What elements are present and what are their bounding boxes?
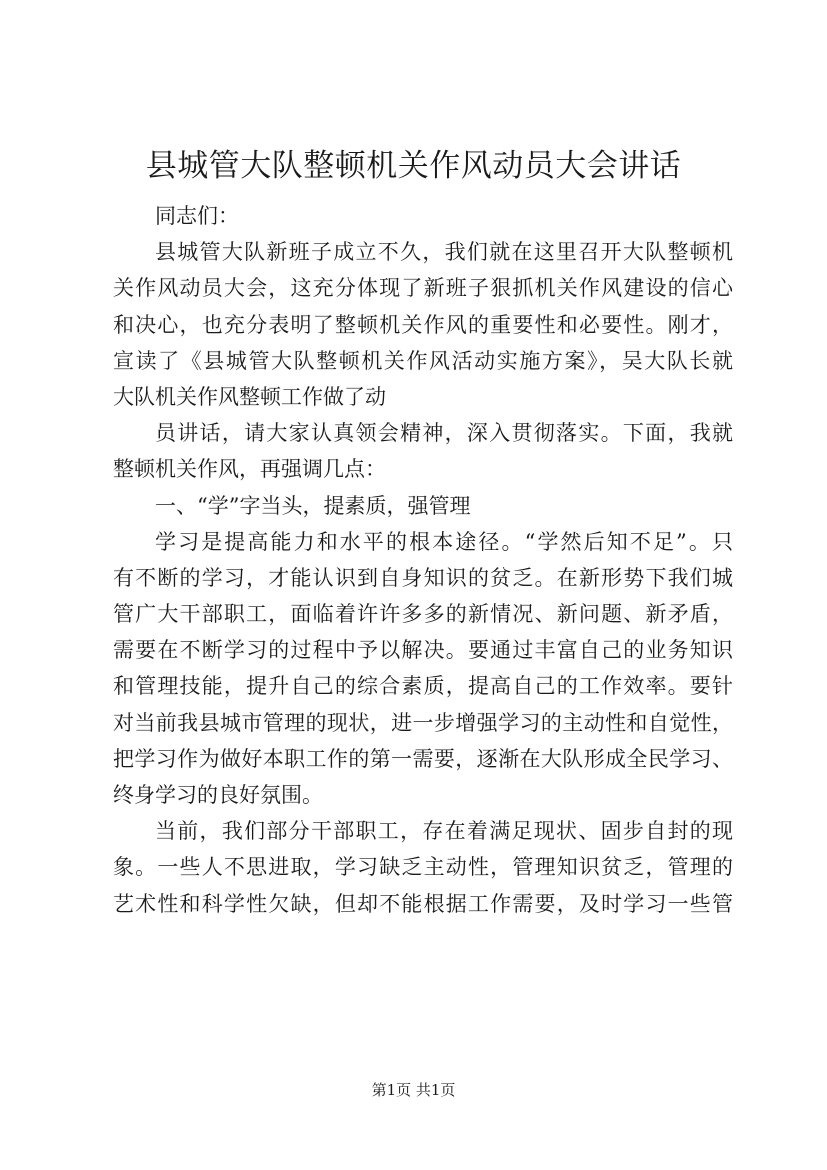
body-line: 终身学习的良好氛围。 [113, 783, 323, 807]
body-line: 县城管大队新班子成立不久，我们就在这里召开大队整顿机 [155, 240, 733, 265]
body-line: 员讲话，请大家认真领会精神，深入贯彻落实。下面，我就 [155, 421, 733, 446]
body-line: 宣读了《县城管大队整顿机关作风活动实施方案》，吴大队长就 [113, 348, 733, 373]
page-footer: 第1页 共1页 [371, 1081, 456, 1099]
body-line: 管广大干部职工，面临着许许多多的新情况、新问题、新矛盾， [113, 602, 733, 627]
document-body [113, 198, 733, 922]
body-line: 大队机关作风整顿工作做了动 [113, 384, 386, 409]
body-line: 象。一些人不思进取，学习缺乏主动性，管理知识贫乏，管理的 [113, 855, 733, 880]
body-line: 有不断的学习，才能认识到自身知识的贫乏。在新形势下我们城 [113, 565, 733, 590]
document-title: 县城管大队整顿机关作风动员大会讲话 [145, 148, 682, 184]
body-line: 学习是提高能力和水平的根本途径。“学然后知不足”。只 [155, 529, 733, 554]
body-line: 对当前我县城市管理的现状，进一步增强学习的主动性和自觉性， [113, 710, 733, 735]
body-line: 需要在不断学习的过程中予以解决。要通过丰富自己的业务知识 [113, 638, 733, 663]
body-line: 关作风动员大会，这充分体现了新班子狠抓机关作风建设的信心 [113, 276, 733, 301]
body-line: 一、“学”字当头，提素质，强管理 [155, 493, 471, 518]
body-line: 当前，我们部分干部职工，存在着满足现状、固步自封的现 [155, 819, 733, 844]
body-line: 和管理技能，提升自己的综合素质，提高自己的工作效率。要针 [113, 674, 733, 699]
body-line: 整顿机关作风，再强调几点： [113, 457, 386, 482]
body-line: 同志们： [155, 204, 239, 228]
body-line: 和决心，也充分表明了整顿机关作风的重要性和必要性。刚才， [113, 312, 733, 337]
body-line: 艺术性和科学性欠缺，但却不能根据工作需要，及时学习一些管 [113, 891, 733, 916]
body-line: 把学习作为做好本职工作的第一需要，逐渐在大队形成全民学习、 [113, 746, 733, 771]
